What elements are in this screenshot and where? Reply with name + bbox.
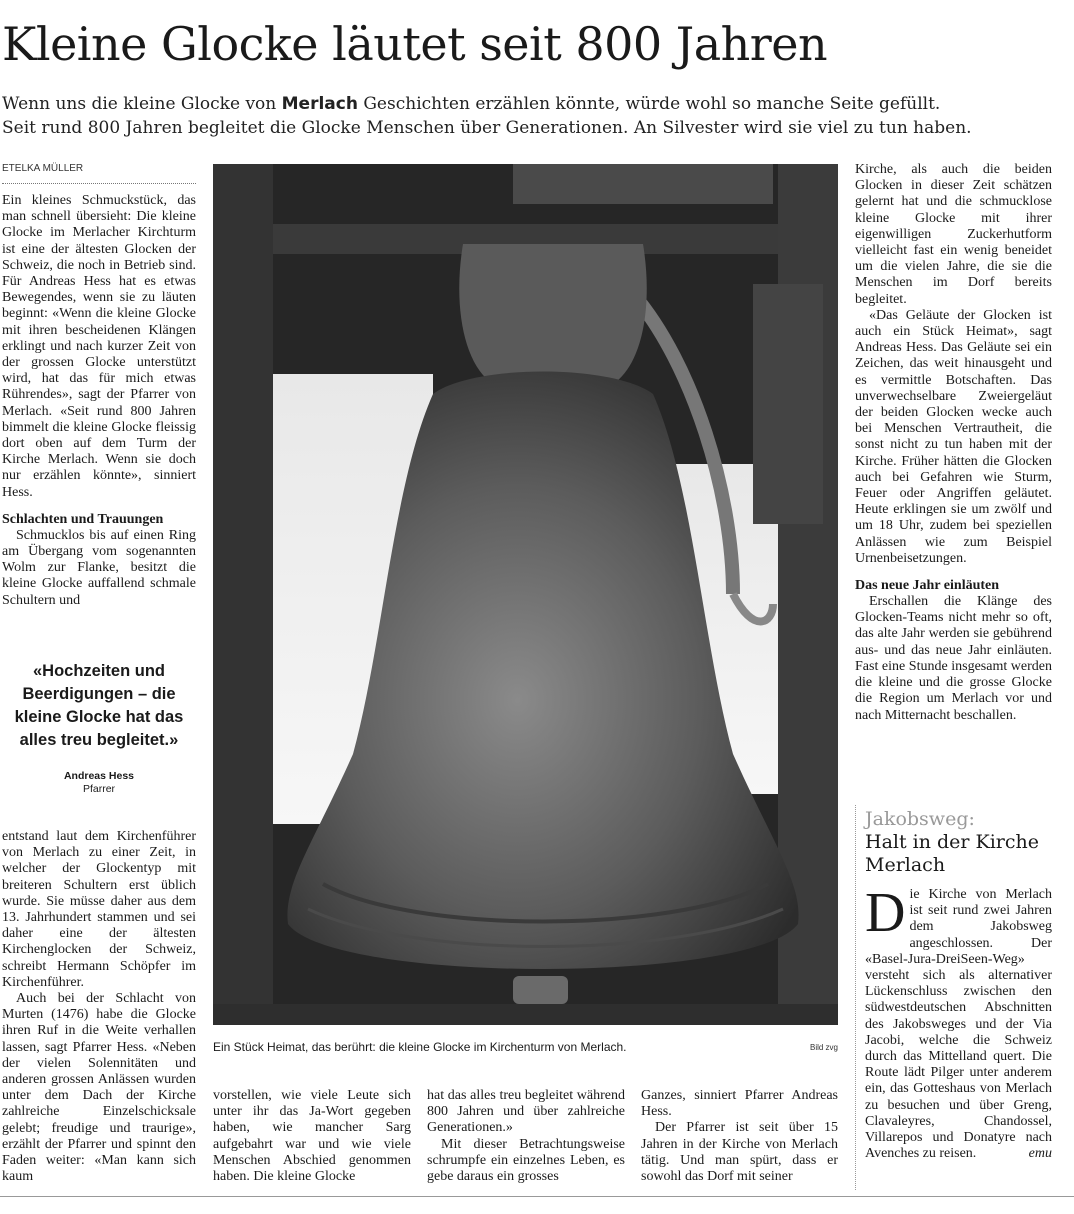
photo-credit: Bild zvg [809, 1043, 838, 1052]
sidebar-text: ie Kirche von Merlach ist seit rund zwei Jahren dem Jakobsweg angeschlossen. Der «Basel-Jura-DreiSeen-Weg» versteht sich als alternativer Lückenschluss zwischen den südwestdeutschen Abschnitten des Jakobsweges und der Via Jacobi, welche die Schweiz durch das Mittelland quert. Die Route lädt Pilger unter anderem ein, das Gotteshaus von Merlach zu besuchen und über Greng, Clavaleyres, Chandossel, Villarepos und Donatyre nach Avenches zu reisen. [865, 887, 1052, 1162]
article-column-4 [641, 1088, 838, 1185]
pull-quote [2, 660, 196, 796]
subheading: Schlachten und Trauungen [2, 511, 164, 527]
bell-image [213, 164, 838, 1025]
pull-quote-text: «Hochzeiten und Beerdigungen – die kleine Glocke hat das alles treu begleitet.» [14, 662, 184, 749]
bell-photo [213, 164, 838, 1025]
article-paragraph: Erschallen die Klänge des Glocken-Teams nicht mehr so oft, das alte Jahr werden sie gebührend aus- und das neue Jahr einläuten. Fast eine Stunde insgesamt werden die kleine und die grosse Glocke die Region um Merlach vor und nach Mitternacht beschallen. [855, 594, 1052, 723]
article-column-5 [855, 162, 1052, 724]
article-column-1-top [2, 193, 196, 609]
photo-caption: Ein Stück Heimat, das berührt: die kleine Glocke im Kirchenturm von Merlach. [213, 1040, 627, 1054]
sidebar-body [865, 882, 1052, 1162]
headline: Kleine Glocke läutet seit 800 Jahren [2, 17, 828, 71]
article-paragraph: «Das Geläute der Glocken ist auch ein Stück Heimat», sagt Andreas Hess. Das Geläute sei ein Zeichen, das weit hinausgeht und es vermittle Botschaften. Das unverwechselbare Zweiergeläut der beiden Glocken wecke auch bei Menschen Vertrautheit, die sonst nicht zu tun haben mit der Kirche. Früher hätten die Glocken auch bei Gefahren wie Sturm, Feuer oder Angriffen geläutet. Heute erklingen sie um zwölf und um 18 Uhr, zudem bei speziellen Anlässen wie zum Beispiel Urnenbeisetzungen. [855, 307, 1052, 566]
article-paragraph: Schmucklos bis auf einen Ring am Übergang vom sogenannten Wolm zur Flanke, besitzt die kleine Glocke auffallend schmale Schultern und [2, 527, 196, 608]
lead-bold-place: Merlach [281, 94, 358, 114]
subheading: Das neue Jahr einläuten [855, 578, 1000, 594]
page-bottom-rule [0, 1196, 1074, 1197]
article-paragraph: hat das alles treu begleitet während 800 Jahren und über zahlreiche Generationen.» [427, 1088, 625, 1136]
article-column-3 [427, 1088, 625, 1185]
lead-text-2: Geschichten erzählen könnte, würde wohl so manche Seite gefüllt. [357, 94, 941, 114]
article-paragraph: vorstellen, wie viele Leute sich unter ihr das Ja-Wort gegeben haben, wie mancher Sarg aufgebahrt war und wie viele Menschen Abschied genommen haben. Die kleine Glocke [213, 1088, 411, 1185]
article-paragraph: Ganzes, sinniert Pfarrer Andreas Hess. [641, 1088, 838, 1120]
pull-quote-name: Andreas Hess [63, 770, 135, 782]
lead-text: Wenn uns die kleine Glocke von [2, 94, 282, 114]
article-paragraph: Ein kleines Schmuckstück, das man schnell übersieht: Die kleine Glocke im Merlacher Kirchturm ist eine der ältesten Glocken der Schweiz, die noch in Betrieb sind. Für Andreas Hess hat es etwas Bewegendes, wenn sie zu läuten beginnt: «Wenn die kleine Glocke mit ihren bescheidenen Klängen erklingt und nach kurzer Zeit von der grossen Glocke unterstützt wird, hat das für mich etwas Rührendes», sagt der Pfarrer von Merlach. «Seit rund 800 Jahren bimmelt die kleine Glocke fleissig dort oben auf dem Turm der Kirche Merlach. Wenn sie doch nur erzählen könnte», sinniert Hess. [2, 193, 196, 500]
sidebar-kicker: Jakobsweg: [865, 808, 975, 830]
article-paragraph: Der Pfarrer ist seit über 15 Jahren in der Kirche von Merlach tätig. Und man spürt, dass er sowohl das Dorf mit seiner [641, 1120, 838, 1185]
author-byline: ETELKA MÜLLER [2, 163, 196, 184]
pull-quote-role: Pfarrer [82, 783, 116, 795]
sidebar-rule [855, 805, 856, 1190]
drop-cap: D [865, 882, 906, 944]
sidebar-title: Halt in der Kirche Merlach [865, 831, 1040, 876]
lead-paragraph [2, 92, 1072, 140]
article-column-2 [213, 1088, 411, 1185]
article-paragraph: Mit dieser Betrachtungsweise schrumpfe ein einzelnes Leben, es gebe daraus ein grosses [427, 1136, 625, 1185]
sidebar-signature: emu [1028, 1146, 1052, 1162]
article-paragraph: Auch bei der Schlacht von Murten (1476) habe die Glocke ihren Ruf in die Weite verhallen lassen, sagt Pfarrer Hess. «Neben der vielen Solennitäten und anderen grossen Anlässen wurden unter dem Dach der Kirche zahlreiche Einzelschicksale gelebt; freudige und traurige», erzählt der Pfarrer und spinnt den Faden weiter: «Man kann sich kaum [2, 991, 196, 1185]
article-paragraph: Kirche, als auch die beiden Glocken in dieser Zeit schätzen gelernt hat und die schmucklose kleine Glocke mit ihrer eigenwilligen Zuckerhutform vielleicht fast ein wenig beneidet um die vielen Jahre, die sie die Menschen im Dorf bereits begleitet. [855, 162, 1052, 307]
lead-line-2: Seit rund 800 Jahren begleitet die Glocke Menschen über Generationen. An Silvester wird sie viel zu tun haben. [2, 118, 972, 138]
article-paragraph: entstand laut dem Kirchenführer von Merlach zu einer Zeit, in welcher der Glockentyp mit breiteren Schultern erst üblich wurde. Sie müsse daher aus dem 13. Jahrhundert stammen und sei daher eine der ältesten Kirchenglocken der Schweiz, schreibt Hermann Schöpfer im Kirchenführer. [2, 829, 196, 990]
article-column-1-bottom [2, 829, 196, 1185]
sidebar-title-block [865, 808, 1055, 877]
